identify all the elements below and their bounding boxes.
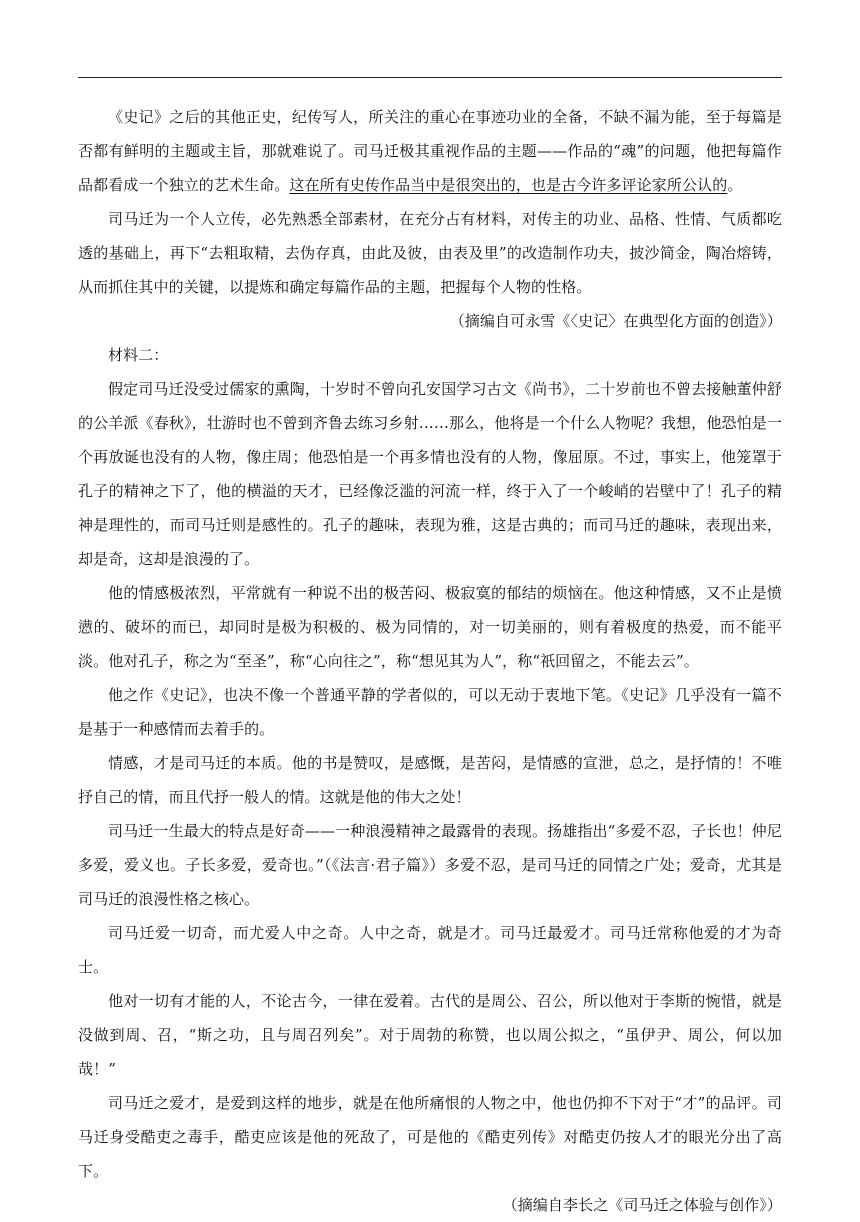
paragraph-9: 他对一切有才能的人，不论古今，一律在爱着。古代的是周公、召公，所以他对于李斯的惋惜，就是没做到周、召，“斯之功，且与周召列矣”。对于周勃的称赞，也以周公拟之，“虽伊尹、周公，何以加哉！” [78, 992, 782, 1078]
paragraph-5: 他之作《史记》，也决不像一个普通平静的学者似的，可以无动于衷地下笔。《史记》几乎没有一篇不是基于一种感情而去着手的。 [78, 686, 782, 738]
article-body [78, 100, 782, 1222]
paragraph-1 [78, 100, 782, 202]
source-citation-2: （摘编自李长之《司马迁之体验与创作》） [502, 1196, 782, 1214]
paragraph-1-text: 《史记》之后的其他正史，纪传写人，所关注的重心在事迹功业的全备，不缺不漏为能，至于每篇是否都有鲜明的主题或主旨，那就难说了。司马迁极其重视作品的主题——作品的“魂”的问题，他把每篇作品都看成一个独立的艺术生命。 [78, 108, 782, 194]
material-2-label: 材料二： [108, 346, 169, 364]
paragraph-8: 司马迁爱一切奇，而尤爱人中之奇。人中之奇，就是才。司马迁最爱才。司马迁常称他爱的才为奇士。 [78, 924, 782, 976]
paragraph-10: 司马迁之爱才，是爱到这样的地步，就是在他所痛恨的人物之中，他也仍抑不下对于“才”的品评。司马迁身受酷吏之毒手，酷吏应该是他的死敌了，可是他的《酷吏列传》对酷吏仍按人才的眼光分出了高下。 [78, 1094, 782, 1180]
source-citation-1: （摘编自可永雪《〈史记〉在典型化方面的创造》） [449, 312, 782, 330]
paragraph-3: 假定司马迁没受过儒家的熏陶，十岁时不曾向孔安国学习古文《尚书》，二十岁前也不曾去接触董仲舒的公羊派《春秋》，壮游时也不曾到齐鲁去练习乡射……那么，他将是一个什么人物呢？我想，他恐怕是一个再放诞也没有的人物，像庄周；他恐怕是一个再多情也没有的人物，像屈原。不过，事实上，他笼罩于孔子的精神之下了，他的横溢的天才，已经像泛滥的河流一样，终于入了一个峻峭的岩壁中了！孔子的精神是理性的，而司马迁则是感性的。孔子的趣味，表现为雅，这是古典的；而司马迁的趣味，表现出来，却是奇，这却是浪漫的了。 [78, 380, 782, 568]
paragraph-1-end: 。 [727, 176, 743, 194]
header-rule [78, 77, 782, 78]
paragraph-4: 他的情感极浓烈，平常就有一种说不出的极苦闷、极寂寞的郁结的烦恼在。他这种情感，又不止是愤懑的、破坏的而已，却同时是极为积极的、极为同情的，对一切美丽的，则有着极度的热爱，而不能平淡。他对孔子，称之为“至圣”，称“心向往之”，称“想见其为人”，称“祇回留之，不能去云”。 [78, 584, 782, 670]
paragraph-2: 司马迁为一个人立传，必先熟悉全部素材，在充分占有材料，对传主的功业、品格、性情、气质都吃透的基础上，再下“去粗取精，去伪存真，由此及彼，由表及里”的改造制作功夫，披沙简金，陶冶熔铸，从而抓住其中的关键，以提炼和确定每篇作品的主题，把握每个人物的性格。 [78, 210, 782, 296]
paragraph-6: 情感，才是司马迁的本质。他的书是赞叹，是感慨，是苦闷，是情感的宣泄，总之，是抒情的！不唯抒自己的情，而且代抒一般人的情。这就是他的伟大之处！ [78, 754, 782, 806]
underlined-sentence: 这在所有史传作品当中是很突出的，也是古今许多评论家所公认的 [289, 176, 728, 194]
paragraph-7: 司马迁一生最大的特点是好奇——一种浪漫精神之最露骨的表现。扬雄指出“多爱不忍，子长也！仲尼多爱，爱义也。子长多爱，爱奇也。”（《法言·君子篇》）多爱不忍，是司马迁的同情之广处；爱奇，尤其是司马迁的浪漫性格之核心。 [78, 822, 782, 908]
